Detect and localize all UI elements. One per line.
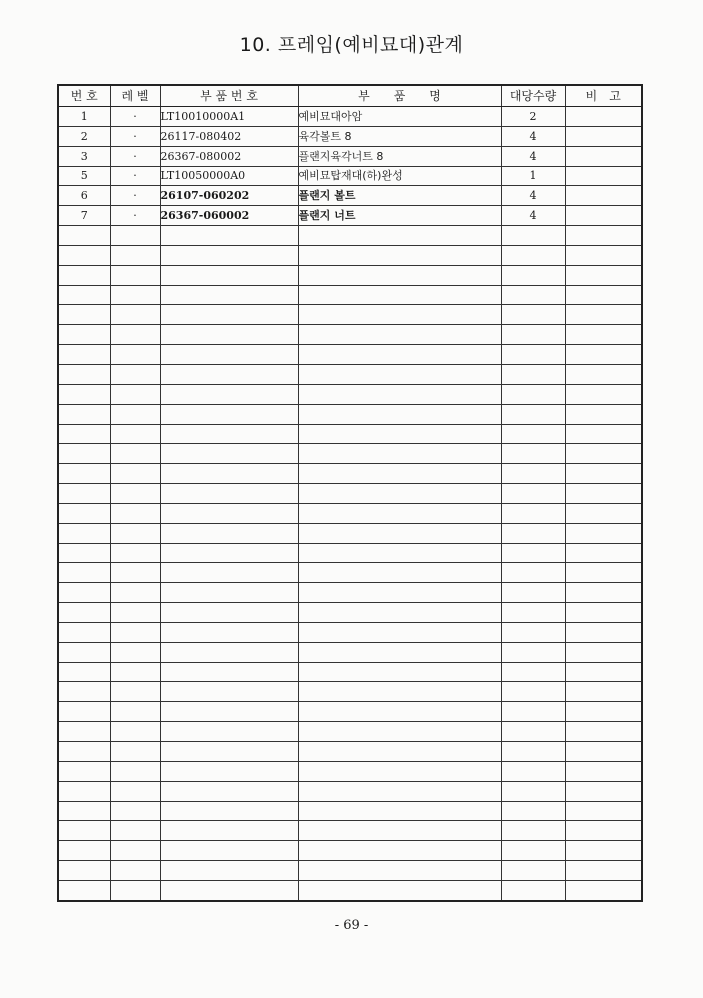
empty-cell [58, 245, 110, 265]
empty-cell [110, 801, 160, 821]
empty-cell [565, 563, 642, 583]
empty-cell [58, 226, 110, 246]
empty-cell [110, 543, 160, 563]
header-quantity: 대당수량 [501, 85, 565, 107]
empty-cell [501, 662, 565, 682]
empty-cell [565, 781, 642, 801]
empty-cell [565, 841, 642, 861]
empty-cell [160, 523, 298, 543]
cell-number: 1 [58, 107, 110, 127]
empty-cell [160, 861, 298, 881]
cell-part-name: 예비묘대아암 [298, 107, 501, 127]
empty-cell [565, 722, 642, 742]
empty-cell [58, 801, 110, 821]
empty-cell [565, 622, 642, 642]
empty-cell [501, 265, 565, 285]
cell-part-number: LT10010000A1 [160, 107, 298, 127]
empty-cell [58, 841, 110, 861]
empty-cell [501, 424, 565, 444]
empty-cell [501, 404, 565, 424]
empty-cell [110, 444, 160, 464]
empty-cell [160, 702, 298, 722]
empty-cell [298, 543, 501, 563]
empty-cell [58, 583, 110, 603]
empty-cell [565, 265, 642, 285]
empty-cell [58, 603, 110, 623]
table-row-empty [58, 364, 642, 384]
cell-part-name: 플랜지 너트 [298, 206, 501, 226]
empty-cell [110, 622, 160, 642]
empty-cell [58, 285, 110, 305]
empty-cell [298, 583, 501, 603]
empty-cell [298, 761, 501, 781]
empty-cell [298, 285, 501, 305]
empty-cell [160, 444, 298, 464]
empty-cell [501, 226, 565, 246]
empty-cell [160, 841, 298, 861]
table-row-empty [58, 781, 642, 801]
empty-cell [110, 662, 160, 682]
empty-cell [501, 841, 565, 861]
empty-cell [160, 285, 298, 305]
empty-cell [501, 781, 565, 801]
empty-cell [110, 861, 160, 881]
table-row-empty [58, 265, 642, 285]
empty-cell [298, 484, 501, 504]
empty-cell [565, 345, 642, 365]
empty-cell [298, 444, 501, 464]
empty-cell [501, 642, 565, 662]
table-row-empty [58, 801, 642, 821]
cell-part-number: 26367-060002 [160, 206, 298, 226]
empty-cell [110, 484, 160, 504]
empty-cell [298, 742, 501, 762]
empty-cell [58, 265, 110, 285]
header-number: 번 호 [58, 85, 110, 107]
empty-cell [298, 682, 501, 702]
empty-cell [298, 702, 501, 722]
empty-cell [565, 583, 642, 603]
empty-cell [160, 245, 298, 265]
empty-cell [110, 285, 160, 305]
empty-cell [58, 404, 110, 424]
empty-cell [298, 722, 501, 742]
table-row-empty [58, 285, 642, 305]
table-row-empty [58, 861, 642, 881]
empty-cell [110, 583, 160, 603]
table-row-empty [58, 841, 642, 861]
empty-cell [501, 245, 565, 265]
empty-cell [298, 265, 501, 285]
table-row-empty [58, 404, 642, 424]
cell-level: · [110, 206, 160, 226]
empty-cell [160, 364, 298, 384]
empty-cell [501, 583, 565, 603]
table-row-empty [58, 226, 642, 246]
page-title: 10. 프레임(예비묘대)관계 [239, 34, 464, 56]
table-row-empty [58, 642, 642, 662]
empty-cell [298, 642, 501, 662]
cell-remark [565, 186, 642, 206]
cell-quantity: 4 [501, 126, 565, 146]
empty-cell [501, 484, 565, 504]
empty-cell [565, 761, 642, 781]
empty-cell [298, 325, 501, 345]
empty-cell [565, 801, 642, 821]
cell-level: · [110, 146, 160, 166]
empty-cell [501, 801, 565, 821]
empty-cell [160, 424, 298, 444]
empty-cell [110, 702, 160, 722]
empty-cell [298, 563, 501, 583]
empty-cell [58, 682, 110, 702]
empty-cell [501, 345, 565, 365]
table-row-empty [58, 384, 642, 404]
empty-cell [160, 642, 298, 662]
empty-cell [298, 603, 501, 623]
empty-cell [160, 821, 298, 841]
empty-cell [110, 682, 160, 702]
empty-cell [565, 861, 642, 881]
cell-part-name: 육각볼트 8 [298, 126, 501, 146]
empty-cell [58, 761, 110, 781]
empty-cell [565, 364, 642, 384]
empty-cell [298, 662, 501, 682]
empty-cell [298, 345, 501, 365]
empty-cell [110, 424, 160, 444]
table-row-empty [58, 742, 642, 762]
empty-cell [110, 464, 160, 484]
empty-cell [501, 622, 565, 642]
empty-cell [160, 682, 298, 702]
empty-cell [160, 742, 298, 762]
cell-level: · [110, 186, 160, 206]
cell-quantity: 4 [501, 186, 565, 206]
empty-cell [501, 523, 565, 543]
cell-level: · [110, 166, 160, 186]
header-part-number: 부 품 번 호 [160, 85, 298, 107]
cell-number: 5 [58, 166, 110, 186]
table-row-empty [58, 761, 642, 781]
empty-cell [160, 543, 298, 563]
empty-cell [110, 364, 160, 384]
empty-cell [298, 880, 501, 900]
cell-quantity: 2 [501, 107, 565, 127]
empty-cell [298, 841, 501, 861]
empty-cell [501, 722, 565, 742]
empty-cell [110, 742, 160, 762]
table-header-row [58, 85, 642, 107]
empty-cell [58, 880, 110, 900]
empty-cell [565, 702, 642, 722]
cell-level: · [110, 126, 160, 146]
table-row-empty [58, 325, 642, 345]
empty-cell [160, 345, 298, 365]
table-row [58, 107, 642, 127]
cell-number: 3 [58, 146, 110, 166]
empty-cell [58, 424, 110, 444]
table-row-empty [58, 682, 642, 702]
empty-cell [160, 761, 298, 781]
table-row-empty [58, 305, 642, 325]
cell-remark [565, 126, 642, 146]
empty-cell [110, 325, 160, 345]
empty-cell [160, 464, 298, 484]
table-row-empty [58, 464, 642, 484]
empty-cell [160, 404, 298, 424]
empty-cell [58, 523, 110, 543]
cell-number: 7 [58, 206, 110, 226]
empty-cell [298, 226, 501, 246]
empty-cell [565, 742, 642, 762]
empty-cell [58, 563, 110, 583]
table-row-empty [58, 245, 642, 265]
empty-cell [565, 682, 642, 702]
header-level: 레 벨 [110, 85, 160, 107]
empty-cell [298, 305, 501, 325]
empty-cell [110, 563, 160, 583]
empty-cell [501, 563, 565, 583]
table-row-empty [58, 662, 642, 682]
empty-cell [565, 305, 642, 325]
empty-cell [501, 325, 565, 345]
empty-cell [565, 523, 642, 543]
empty-cell [565, 880, 642, 900]
empty-cell [160, 484, 298, 504]
empty-cell [160, 662, 298, 682]
empty-cell [565, 642, 642, 662]
empty-cell [565, 325, 642, 345]
empty-cell [298, 464, 501, 484]
empty-cell [110, 245, 160, 265]
empty-cell [160, 226, 298, 246]
empty-cell [160, 880, 298, 900]
header-remark: 비 고 [565, 85, 642, 107]
empty-cell [58, 781, 110, 801]
empty-cell [58, 464, 110, 484]
table-row-empty [58, 424, 642, 444]
empty-cell [565, 464, 642, 484]
empty-cell [160, 583, 298, 603]
empty-cell [501, 603, 565, 623]
empty-cell [160, 781, 298, 801]
cell-quantity: 4 [501, 146, 565, 166]
empty-cell [110, 265, 160, 285]
table-row [58, 146, 642, 166]
empty-cell [58, 543, 110, 563]
table-row-empty [58, 444, 642, 464]
cell-number: 6 [58, 186, 110, 206]
empty-cell [110, 305, 160, 325]
empty-cell [110, 821, 160, 841]
empty-cell [298, 861, 501, 881]
empty-cell [58, 345, 110, 365]
empty-cell [501, 364, 565, 384]
empty-cell [501, 305, 565, 325]
empty-cell [58, 364, 110, 384]
empty-cell [565, 424, 642, 444]
table-row-empty [58, 702, 642, 722]
empty-cell [160, 265, 298, 285]
empty-cell [565, 503, 642, 523]
empty-cell [298, 801, 501, 821]
empty-cell [160, 503, 298, 523]
table-row-empty [58, 563, 642, 583]
empty-cell [110, 523, 160, 543]
table-row-empty [58, 583, 642, 603]
cell-quantity: 1 [501, 166, 565, 186]
empty-cell [501, 880, 565, 900]
empty-cell [501, 384, 565, 404]
cell-part-number: 26107-060202 [160, 186, 298, 206]
empty-cell [501, 503, 565, 523]
empty-cell [298, 781, 501, 801]
empty-cell [501, 761, 565, 781]
table-row-empty [58, 821, 642, 841]
empty-cell [565, 285, 642, 305]
empty-cell [160, 722, 298, 742]
cell-part-number: 26117-080402 [160, 126, 298, 146]
empty-cell [110, 722, 160, 742]
empty-cell [298, 503, 501, 523]
empty-cell [501, 285, 565, 305]
empty-cell [298, 523, 501, 543]
empty-cell [298, 821, 501, 841]
empty-cell [565, 543, 642, 563]
empty-cell [110, 384, 160, 404]
table-row-empty [58, 603, 642, 623]
table-row-empty [58, 543, 642, 563]
empty-cell [565, 245, 642, 265]
empty-cell [298, 622, 501, 642]
empty-cell [58, 384, 110, 404]
empty-cell [58, 305, 110, 325]
table-row [58, 206, 642, 226]
empty-cell [565, 226, 642, 246]
empty-cell [565, 384, 642, 404]
empty-cell [110, 226, 160, 246]
empty-cell [501, 444, 565, 464]
empty-cell [160, 801, 298, 821]
parts-table [57, 84, 643, 902]
table-row [58, 126, 642, 146]
empty-cell [565, 444, 642, 464]
empty-cell [58, 861, 110, 881]
empty-cell [501, 543, 565, 563]
empty-cell [58, 642, 110, 662]
empty-cell [110, 503, 160, 523]
empty-cell [298, 404, 501, 424]
cell-part-number: 26367-080002 [160, 146, 298, 166]
empty-cell [298, 364, 501, 384]
empty-cell [160, 563, 298, 583]
empty-cell [501, 464, 565, 484]
cell-remark [565, 166, 642, 186]
empty-cell [110, 781, 160, 801]
table-row-empty [58, 622, 642, 642]
empty-cell [565, 603, 642, 623]
empty-cell [110, 404, 160, 424]
table-row [58, 186, 642, 206]
empty-cell [160, 603, 298, 623]
empty-cell [110, 880, 160, 900]
cell-part-name: 플랜지 볼트 [298, 186, 501, 206]
empty-cell [501, 682, 565, 702]
empty-cell [110, 345, 160, 365]
empty-cell [58, 821, 110, 841]
table-row-empty [58, 523, 642, 543]
table-row [58, 166, 642, 186]
empty-cell [298, 384, 501, 404]
cell-part-name: 예비묘탑재대(하)완성 [298, 166, 501, 186]
empty-cell [58, 722, 110, 742]
cell-number: 2 [58, 126, 110, 146]
empty-cell [565, 662, 642, 682]
empty-cell [160, 305, 298, 325]
empty-cell [58, 444, 110, 464]
empty-cell [160, 384, 298, 404]
empty-cell [501, 742, 565, 762]
cell-level: · [110, 107, 160, 127]
empty-cell [110, 761, 160, 781]
empty-cell [501, 702, 565, 722]
empty-cell [58, 742, 110, 762]
empty-cell [565, 404, 642, 424]
empty-cell [565, 484, 642, 504]
table-row-empty [58, 722, 642, 742]
cell-remark [565, 146, 642, 166]
table-row-empty [58, 484, 642, 504]
table-row-empty [58, 345, 642, 365]
cell-remark [565, 206, 642, 226]
empty-cell [110, 642, 160, 662]
empty-cell [565, 821, 642, 841]
empty-cell [298, 424, 501, 444]
empty-cell [58, 325, 110, 345]
empty-cell [160, 622, 298, 642]
empty-cell [58, 503, 110, 523]
cell-part-number: LT10050000A0 [160, 166, 298, 186]
empty-cell [58, 662, 110, 682]
empty-cell [110, 841, 160, 861]
empty-cell [110, 603, 160, 623]
empty-cell [58, 702, 110, 722]
empty-cell [501, 861, 565, 881]
table-row-empty [58, 503, 642, 523]
table-row-empty [58, 880, 642, 900]
table-body [58, 107, 642, 901]
header-part-name: 부 품 명 [298, 85, 501, 107]
empty-cell [58, 484, 110, 504]
cell-quantity: 4 [501, 206, 565, 226]
page-number: - 69 - [334, 918, 369, 933]
empty-cell [501, 821, 565, 841]
cell-part-name: 플랜지육각너트 8 [298, 146, 501, 166]
empty-cell [298, 245, 501, 265]
empty-cell [58, 622, 110, 642]
cell-remark [565, 107, 642, 127]
empty-cell [160, 325, 298, 345]
